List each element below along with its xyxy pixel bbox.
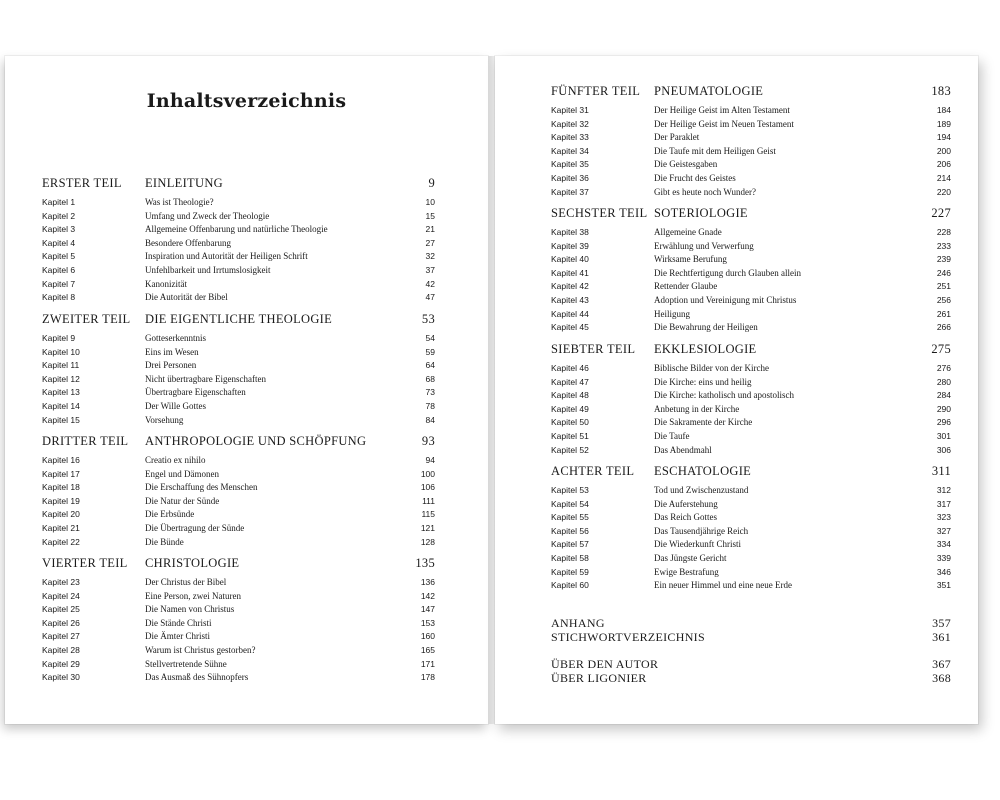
part-page: 53 [421, 312, 435, 326]
chapter-page: 64 [425, 360, 435, 371]
chapter-page: 317 [936, 498, 951, 509]
chapter-title: Vorsehung [145, 414, 184, 425]
chapter-title: Die Stände Christi [145, 617, 212, 628]
part-title: EKKLESIOLOGIE [654, 342, 757, 356]
chapter-page: 184 [936, 105, 951, 115]
part-title: DIE EIGENTLICHE THEOLOGIE [145, 312, 333, 326]
chapter-entry[interactable] [42, 536, 435, 550]
chapter-page: 153 [420, 617, 435, 628]
chapter-page: 194 [936, 132, 951, 143]
part-heading[interactable] [551, 206, 951, 226]
about-author-line[interactable]: ÜBER DEN AUTOR 367 [551, 657, 951, 671]
chapter-title: Drei Personen [145, 360, 197, 371]
chapter-page: 160 [420, 631, 435, 642]
chapter-page: 306 [936, 444, 951, 455]
chapter-entry[interactable] [42, 481, 435, 495]
part-title: SOTERIOLOGIE [654, 206, 748, 220]
chapter-page: 78 [425, 400, 435, 411]
chapter-entry[interactable] [551, 321, 951, 335]
part-heading[interactable] [551, 84, 951, 104]
chapter-title: Gotteserkenntnis [145, 333, 206, 343]
chapter-page: 32 [425, 251, 435, 262]
chapter-number: Kapitel 19 [42, 495, 80, 506]
chapter-page: 290 [936, 403, 951, 414]
chapter-title: Biblische Bilder von der Kirche [654, 363, 769, 373]
chapter-number: Kapitel 4 [42, 237, 76, 248]
chapter-number: Kapitel 2 [42, 210, 76, 221]
chapter-entry[interactable] [42, 590, 435, 604]
chapter-title: Besondere Offenbarung [145, 237, 232, 248]
chapter-entry[interactable] [42, 386, 435, 400]
chapter-entry[interactable] [42, 414, 435, 428]
chapter-number: Kapitel 27 [42, 631, 80, 642]
chapter-entry[interactable] [551, 484, 951, 498]
chapter-number: Kapitel 14 [42, 400, 80, 411]
chapter-number: Kapitel 37 [551, 186, 589, 197]
part-page: 93 [421, 434, 435, 448]
chapter-number: Kapitel 39 [551, 240, 589, 251]
chapter-page: 21 [425, 224, 435, 235]
chapter-page: 256 [936, 294, 951, 305]
toc-part [551, 206, 951, 335]
chapter-number: Kapitel 25 [42, 604, 80, 615]
chapter-title: Die Geistesgaben [654, 159, 718, 170]
toc-part [42, 434, 435, 549]
chapter-page: 200 [936, 145, 951, 156]
chapter-title: Der Heilige Geist im Neuen Testament [654, 118, 794, 129]
chapter-title: Das Reich Gottes [654, 512, 717, 523]
chapter-title: Das Tausendjährige Reich [654, 525, 749, 536]
chapter-number: Kapitel 12 [42, 373, 80, 384]
part-page: 227 [931, 206, 951, 220]
chapter-page: 54 [425, 333, 435, 343]
chapter-entry[interactable] [551, 552, 951, 566]
chapter-page: 346 [936, 566, 951, 577]
chapter-entry[interactable] [42, 671, 435, 685]
chapter-entry[interactable] [42, 603, 435, 617]
chapter-number: Kapitel 11 [42, 360, 80, 371]
chapter-title: Die Frucht des Geistes [654, 172, 736, 183]
chapter-page: 312 [936, 485, 951, 495]
chapter-number: Kapitel 13 [42, 387, 80, 398]
chapter-title: Adoption und Vereinigung mit Christus [654, 294, 797, 305]
part-number: DRITTER TEIL [42, 434, 129, 448]
chapter-number: Kapitel 18 [42, 482, 80, 493]
toc-part [42, 176, 435, 305]
chapter-entry[interactable] [42, 658, 435, 672]
chapter-number: Kapitel 55 [551, 512, 589, 523]
chapter-page: 351 [936, 580, 951, 591]
chapter-number: Kapitel 45 [551, 322, 589, 333]
part-title: ESCHATOLOGIE [654, 464, 752, 478]
chapter-entry[interactable] [42, 617, 435, 631]
chapter-entry[interactable] [42, 359, 435, 373]
chapter-entry[interactable] [42, 210, 435, 224]
chapter-number: Kapitel 32 [551, 118, 589, 129]
chapter-number: Kapitel 8 [42, 292, 76, 303]
chapter-number: Kapitel 33 [551, 132, 589, 143]
chapter-title: Ein neuer Himmel und eine neue Erde [654, 580, 792, 591]
chapter-page: 261 [936, 308, 951, 319]
chapter-page: 266 [936, 322, 951, 333]
chapter-number: Kapitel 47 [551, 376, 589, 387]
left-page [5, 56, 488, 724]
chapter-title: Inspiration und Autorität der Heiligen Schrift [145, 251, 308, 262]
chapter-title: Anbetung in der Kirche [654, 403, 740, 414]
chapter-page: 84 [425, 414, 435, 425]
chapter-title: Eine Person, zwei Naturen [145, 590, 241, 601]
chapter-entry[interactable] [551, 118, 951, 132]
part-number: ERSTER TEIL [42, 176, 122, 190]
chapter-entry[interactable] [42, 278, 435, 292]
chapter-page: 94 [425, 455, 435, 465]
chapter-entry[interactable] [551, 158, 951, 172]
part-title: ANTHROPOLOGIE UND SCHÖPFUNG [145, 434, 367, 448]
chapter-number: Kapitel 40 [551, 254, 589, 265]
chapter-title: Die Natur der Sünde [145, 495, 220, 506]
chapter-title: Die Kirche: katholisch und apostolisch [654, 390, 794, 401]
chapter-entry[interactable] [42, 373, 435, 387]
chapter-title: Tod und Zwischenzustand [654, 485, 749, 495]
chapter-title: Heiligung [654, 308, 690, 319]
chapter-title: Warum ist Christus gestorben? [145, 644, 256, 655]
chapter-page: 339 [936, 552, 951, 563]
part-number: SIEBTER TEIL [551, 342, 636, 356]
chapter-number: Kapitel 24 [42, 590, 80, 601]
part-number: FÜNFTER TEIL [551, 84, 641, 98]
chapter-title: Die Wiederkunft Christi [654, 539, 741, 550]
page-title: Inhaltsverzeichnis [146, 90, 347, 112]
chapter-entry[interactable] [551, 240, 951, 254]
chapter-entry[interactable] [42, 400, 435, 414]
chapter-title: Unfehlbarkeit und Irrtumslosigkeit [145, 264, 271, 275]
chapter-entry[interactable] [42, 223, 435, 237]
chapter-number: Kapitel 10 [42, 346, 80, 357]
chapter-title: Das Abendmahl [654, 444, 712, 455]
about-block [551, 657, 951, 685]
chapter-entry[interactable] [551, 362, 951, 376]
appendix-block [551, 616, 951, 644]
chapter-page: 323 [936, 512, 951, 523]
chapter-page: 246 [936, 267, 951, 278]
chapter-page: 68 [425, 373, 435, 384]
chapter-entry[interactable] [551, 280, 951, 294]
part-heading[interactable] [551, 464, 951, 484]
chapter-page: 296 [936, 417, 951, 428]
chapter-title: Stellvertretende Sühne [145, 658, 227, 669]
chapter-entry[interactable] [551, 253, 951, 267]
chapter-number: Kapitel 26 [42, 617, 80, 628]
chapter-title: Die Erbsünde [145, 509, 195, 520]
chapter-title: Übertragbare Eigenschaften [145, 387, 246, 398]
chapter-title: Gibt es heute noch Wunder? [654, 186, 756, 197]
chapter-number: Kapitel 35 [551, 159, 589, 170]
chapter-title: Die Bewahrung der Heiligen [654, 322, 758, 333]
chapter-title: Nicht übertragbare Eigenschaften [145, 373, 266, 384]
chapter-title: Die Taufe [654, 430, 690, 441]
chapter-number: Kapitel 20 [42, 509, 80, 520]
chapter-page: 284 [936, 390, 951, 401]
chapter-entry[interactable] [551, 186, 951, 200]
chapter-page: 37 [425, 264, 435, 275]
chapter-page: 301 [936, 430, 951, 441]
chapter-page: 239 [936, 254, 951, 265]
chapter-page: 178 [420, 672, 435, 683]
chapter-page: 42 [425, 278, 435, 289]
part-title: CHRISTOLOGIE [145, 556, 240, 570]
about-ligonier-line[interactable]: ÜBER LIGONIER 368 [551, 671, 951, 685]
chapter-entry[interactable] [42, 522, 435, 536]
chapter-entry[interactable] [42, 264, 435, 278]
chapter-title: Allgemeine Offenbarung und natürliche Theologie [145, 224, 328, 235]
chapter-page: 142 [420, 590, 435, 601]
chapter-entry[interactable] [42, 346, 435, 360]
part-heading[interactable] [42, 434, 435, 454]
part-heading[interactable] [551, 342, 951, 362]
chapter-number: Kapitel 3 [42, 224, 76, 235]
index-line[interactable]: STICHWORTVERZEICHNIS 361 [551, 630, 951, 644]
chapter-page: 165 [420, 644, 435, 655]
chapter-number: Kapitel 41 [551, 267, 589, 278]
chapter-number: Kapitel 22 [42, 536, 80, 547]
chapter-number: Kapitel 58 [551, 552, 589, 563]
chapter-page: 121 [420, 522, 435, 533]
chapter-number: Kapitel 60 [551, 580, 589, 591]
chapter-title: Der Christus der Bibel [145, 577, 227, 587]
chapter-entry[interactable] [551, 376, 951, 390]
chapter-title: Kanonizität [145, 278, 187, 289]
chapter-entry[interactable] [42, 644, 435, 658]
chapter-entry[interactable] [551, 131, 951, 145]
chapter-entry[interactable] [551, 226, 951, 240]
chapter-entry[interactable] [42, 237, 435, 251]
chapter-entry[interactable] [42, 250, 435, 264]
chapter-entry[interactable] [42, 454, 435, 468]
chapter-entry[interactable] [551, 389, 951, 403]
chapter-entry[interactable] [42, 508, 435, 522]
chapter-page: 206 [936, 159, 951, 170]
part-heading[interactable] [42, 312, 435, 332]
chapter-page: 10 [425, 197, 435, 207]
chapter-entry[interactable] [551, 579, 951, 593]
chapter-number: Kapitel 9 [42, 333, 76, 343]
chapter-entry[interactable] [551, 308, 951, 322]
part-number: SECHSTER TEIL [551, 206, 648, 220]
chapter-number: Kapitel 23 [42, 577, 80, 587]
chapter-page: 136 [420, 577, 435, 587]
toc-part [42, 556, 435, 685]
chapter-entry[interactable] [42, 630, 435, 644]
chapter-title: Die Auferstehung [654, 498, 718, 509]
chapter-entry[interactable] [551, 145, 951, 159]
part-title: PNEUMATOLOGIE [654, 84, 764, 98]
chapter-title: Der Heilige Geist im Alten Testament [654, 105, 790, 115]
part-heading[interactable] [42, 556, 435, 576]
chapter-title: Die Erschaffung des Menschen [145, 482, 258, 493]
chapter-entry[interactable] [551, 538, 951, 552]
chapter-number: Kapitel 56 [551, 525, 589, 536]
part-page: 275 [931, 342, 951, 356]
chapter-title: Die Bünde [145, 536, 184, 547]
part-page: 311 [931, 464, 951, 478]
toc-part [551, 84, 951, 199]
part-page: 183 [931, 84, 951, 98]
appendix-line[interactable]: ANHANG 357 [551, 616, 951, 630]
chapter-entry[interactable] [551, 416, 951, 430]
chapter-entry[interactable] [551, 525, 951, 539]
chapter-entry[interactable] [42, 196, 435, 210]
chapter-entry[interactable] [42, 468, 435, 482]
chapter-number: Kapitel 46 [551, 363, 589, 373]
book-gutter [488, 56, 495, 724]
chapter-number: Kapitel 5 [42, 251, 76, 262]
chapter-page: 171 [420, 658, 435, 669]
chapter-number: Kapitel 1 [42, 197, 76, 207]
chapter-title: Das Ausmaß des Sühnopfers [145, 672, 249, 683]
chapter-page: 106 [420, 482, 435, 493]
chapter-number: Kapitel 17 [42, 468, 80, 479]
chapter-entry[interactable] [551, 566, 951, 580]
part-page: 9 [428, 176, 435, 190]
chapter-entry[interactable] [42, 332, 435, 346]
chapter-number: Kapitel 16 [42, 455, 80, 465]
chapter-page: 214 [936, 172, 951, 183]
toc-part [42, 312, 435, 427]
chapter-title: Die Taufe mit dem Heiligen Geist [654, 145, 776, 156]
chapter-title: Rettender Glaube [654, 281, 718, 292]
chapter-page: 233 [936, 240, 951, 251]
part-page: 135 [415, 556, 435, 570]
chapter-page: 73 [425, 387, 435, 398]
part-title: EINLEITUNG [145, 176, 223, 190]
chapter-number: Kapitel 38 [551, 227, 589, 237]
toc-part [551, 342, 951, 457]
chapter-number: Kapitel 48 [551, 390, 589, 401]
chapter-entry[interactable] [551, 104, 951, 118]
chapter-number: Kapitel 21 [42, 522, 80, 533]
chapter-title: Engel und Dämonen [145, 468, 219, 479]
chapter-number: Kapitel 7 [42, 278, 76, 289]
chapter-title: Die Autorität der Bibel [145, 292, 228, 303]
chapter-number: Kapitel 49 [551, 403, 589, 414]
chapter-entry[interactable] [551, 294, 951, 308]
chapter-title: Creatio ex nihilo [145, 455, 206, 465]
part-number: ZWEITER TEIL [42, 312, 131, 326]
chapter-number: Kapitel 43 [551, 294, 589, 305]
right-page [495, 56, 978, 724]
chapter-number: Kapitel 34 [551, 145, 589, 156]
part-number: ACHTER TEIL [551, 464, 635, 478]
chapter-page: 189 [936, 118, 951, 129]
part-number: VIERTER TEIL [42, 556, 128, 570]
toc-part [551, 464, 951, 593]
chapter-title: Ewige Bestrafung [654, 566, 719, 577]
chapter-number: Kapitel 50 [551, 417, 589, 428]
chapter-title: Allgemeine Gnade [654, 227, 722, 237]
chapter-title: Der Wille Gottes [145, 400, 206, 411]
chapter-page: 220 [936, 186, 951, 197]
chapter-title: Die Sakramente der Kirche [654, 417, 753, 428]
chapter-number: Kapitel 15 [42, 414, 80, 425]
chapter-number: Kapitel 28 [42, 644, 80, 655]
chapter-title: Die Kirche: eins und heilig [654, 376, 752, 387]
chapter-number: Kapitel 53 [551, 485, 589, 495]
chapter-title: Die Ämter Christi [145, 631, 210, 642]
chapter-entry[interactable] [551, 403, 951, 417]
chapter-entry[interactable] [551, 430, 951, 444]
chapter-page: 100 [420, 468, 435, 479]
chapter-page: 228 [936, 227, 951, 237]
chapter-entry[interactable] [551, 172, 951, 186]
chapter-page: 59 [425, 346, 435, 357]
chapter-page: 115 [421, 509, 435, 520]
chapter-title: Das Jüngste Gericht [654, 552, 727, 563]
chapter-title: Die Namen von Christus [145, 604, 235, 615]
chapter-entry[interactable] [551, 511, 951, 525]
chapter-entry[interactable] [551, 498, 951, 512]
chapter-page: 128 [420, 536, 435, 547]
chapter-page: 334 [936, 539, 951, 550]
chapter-title: Eins im Wesen [145, 346, 199, 357]
chapter-title: Was ist Theologie? [145, 197, 214, 207]
chapter-number: Kapitel 44 [551, 308, 589, 319]
chapter-title: Wirksame Berufung [654, 254, 727, 265]
chapter-page: 280 [936, 376, 951, 387]
chapter-entry[interactable] [551, 267, 951, 281]
chapter-entry[interactable] [42, 291, 435, 305]
chapter-number: Kapitel 57 [551, 539, 589, 550]
chapter-title: Die Rechtfertigung durch Glauben allein [654, 267, 801, 278]
chapter-page: 251 [936, 281, 951, 292]
chapter-number: Kapitel 31 [551, 105, 589, 115]
chapter-number: Kapitel 54 [551, 498, 589, 509]
chapter-entry[interactable] [42, 495, 435, 509]
chapter-page: 276 [936, 363, 951, 373]
chapter-number: Kapitel 59 [551, 566, 589, 577]
chapter-number: Kapitel 6 [42, 264, 76, 275]
chapter-number: Kapitel 36 [551, 172, 589, 183]
chapter-number: Kapitel 29 [42, 658, 80, 669]
chapter-title: Umfang und Zweck der Theologie [145, 210, 270, 221]
chapter-page: 15 [425, 210, 435, 221]
chapter-page: 327 [936, 525, 951, 536]
chapter-number: Kapitel 30 [42, 672, 80, 683]
chapter-page: 47 [425, 292, 435, 303]
chapter-page: 147 [420, 604, 435, 615]
chapter-title: Der Paraklet [654, 132, 700, 143]
chapter-number: Kapitel 42 [551, 281, 589, 292]
chapter-title: Erwählung und Verwerfung [654, 240, 754, 251]
part-heading[interactable] [42, 176, 435, 196]
chapter-title: Die Übertragung der Sünde [145, 522, 245, 533]
chapter-page: 27 [425, 237, 435, 248]
chapter-entry[interactable] [42, 576, 435, 590]
chapter-entry[interactable] [551, 444, 951, 458]
chapter-number: Kapitel 51 [551, 430, 589, 441]
chapter-page: 111 [422, 495, 435, 506]
chapter-number: Kapitel 52 [551, 444, 589, 455]
